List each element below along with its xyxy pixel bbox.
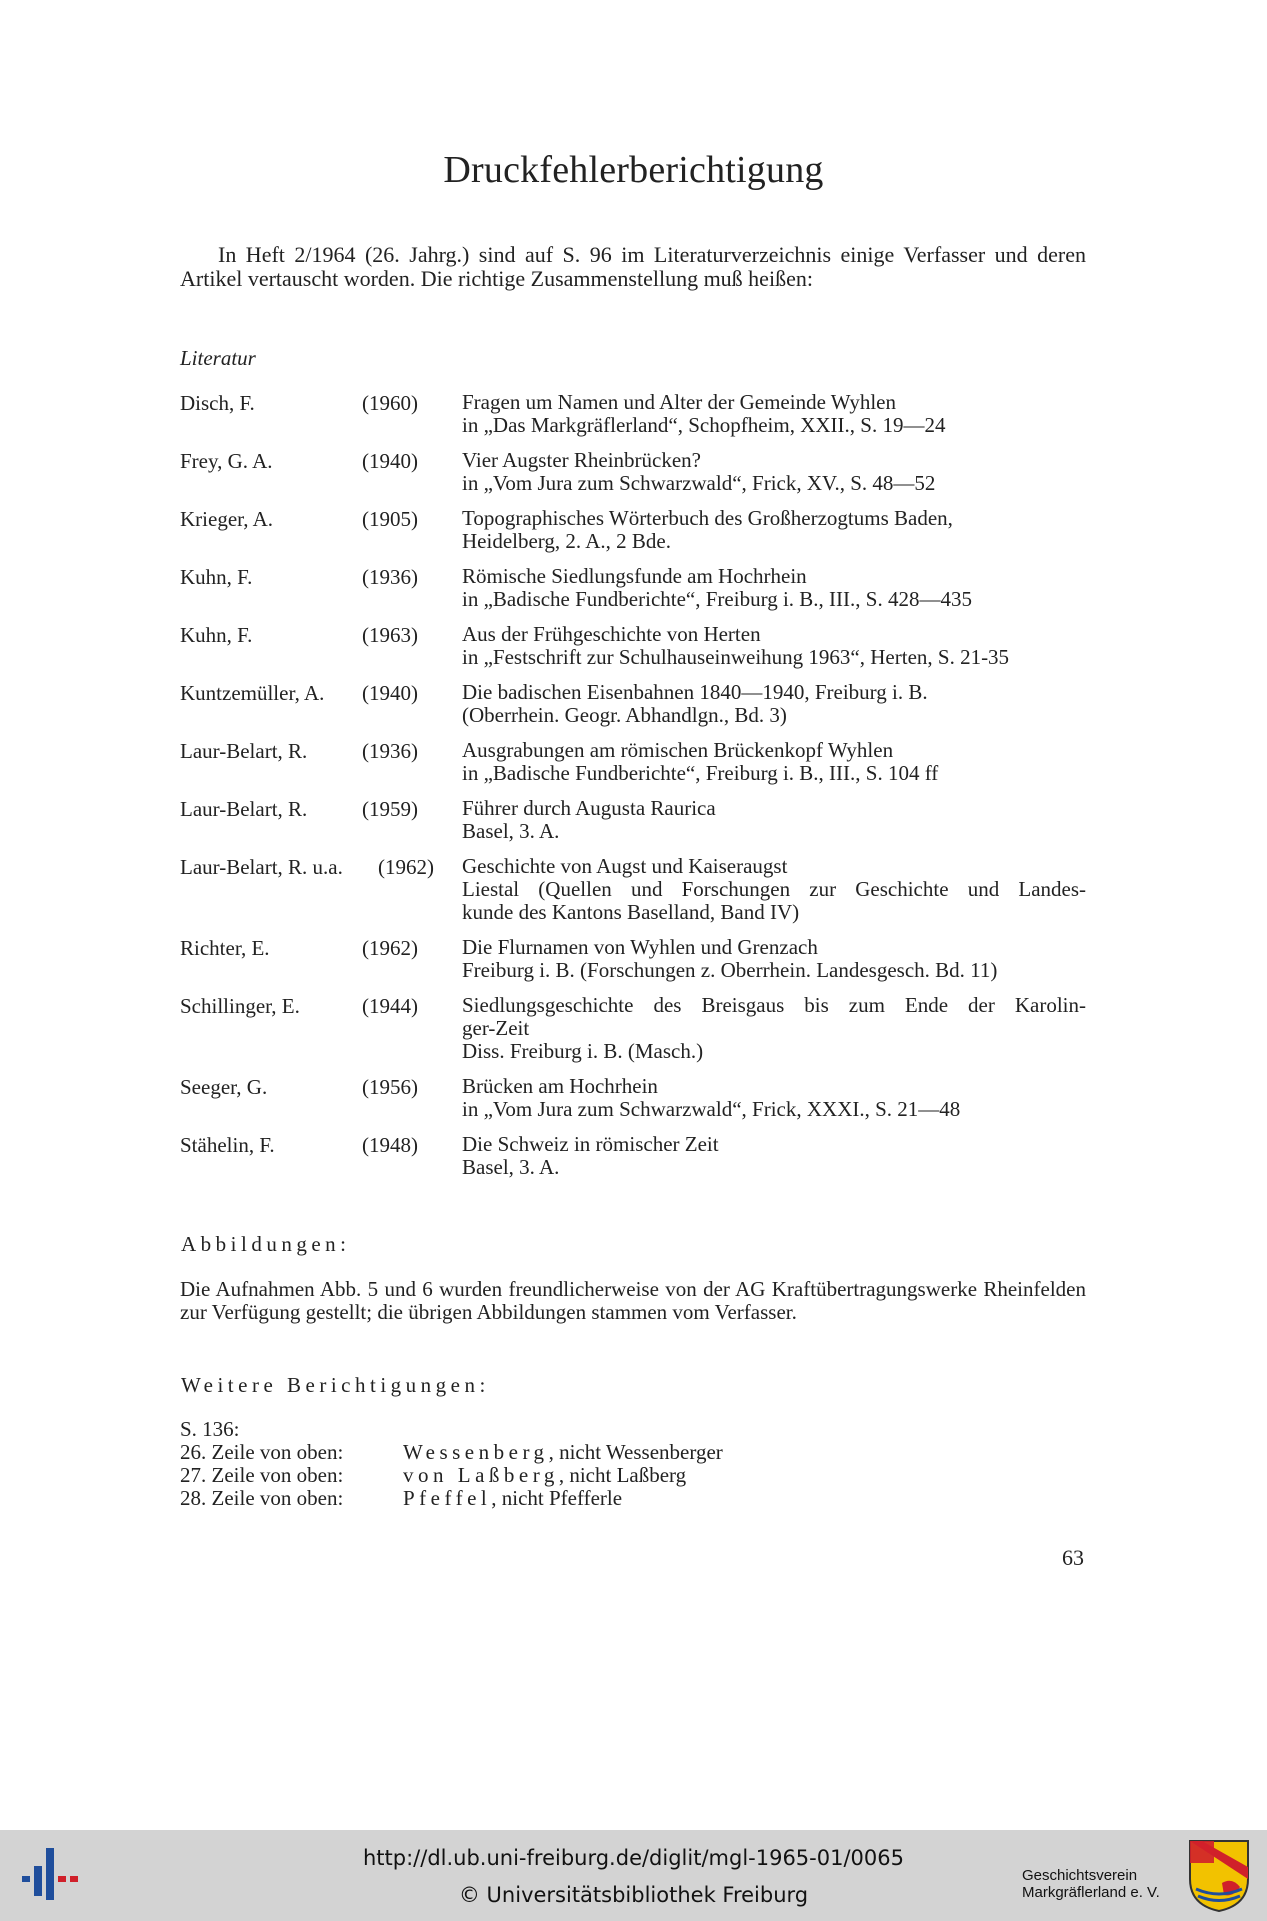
footer-bar	[0, 1830, 1267, 1921]
reference-line: (Oberrhein. Geogr. Abhandlgn., Bd. 3)	[462, 703, 787, 727]
reference-line: Basel, 3. A.	[462, 1155, 560, 1179]
reference-author: Schillinger, E.	[180, 994, 300, 1018]
reference-text	[462, 1133, 1086, 1179]
reference-list	[180, 391, 1090, 1191]
reference-year: (1959)	[362, 797, 418, 821]
reference-year: (1936)	[362, 739, 418, 763]
reference-entry	[180, 623, 1090, 681]
correction-wrong-name: , nicht Wessenberger	[548, 1440, 723, 1464]
reference-entry	[180, 1075, 1090, 1133]
reference-year: (1962)	[378, 855, 434, 879]
abbildungen-text: Die Aufnahmen Abb. 5 und 6 wurden freundlicherweise von der AG Kraftübertragungswerke Rheinfelden zur Verfügung gestellt; die übrigen Abbildungen stammen vom Verfasser.	[180, 1277, 1086, 1324]
reference-entry	[180, 681, 1090, 739]
reference-author: Frey, G. A.	[180, 449, 273, 473]
reference-author: Richter, E.	[180, 936, 270, 960]
reference-author: Krieger, A.	[180, 507, 274, 531]
page-title: Druckfehlerberichtigung	[443, 149, 824, 191]
reference-year: (1960)	[362, 391, 418, 415]
reference-line: Vier Augster Rheinbrücken?	[462, 448, 701, 472]
reference-entry	[180, 507, 1090, 565]
intro-paragraph: In Heft 2/1964 (26. Jahrg.) sind auf S. 96 im Literaturverzeichnis einige Verfasser und deren Artikel vertauscht worden. Die richtige Zusammenstellung muß heißen:	[180, 242, 1086, 291]
reference-line: Führer durch Augusta Raurica	[462, 796, 716, 820]
reference-author: Disch, F.	[180, 391, 255, 415]
reference-text	[462, 565, 1086, 611]
reference-line: Basel, 3. A.	[462, 819, 560, 843]
correction-correct-name: Wessenberg	[403, 1440, 549, 1464]
correction-line-ref: 28. Zeile von oben:	[180, 1486, 344, 1510]
reference-year: (1905)	[362, 507, 418, 531]
org-line-2: Markgräflerland e. V.	[1022, 1884, 1160, 1901]
reference-text	[462, 739, 1086, 785]
reference-year: (1962)	[362, 936, 418, 960]
reference-year: (1944)	[362, 994, 418, 1018]
reference-text	[462, 623, 1086, 669]
reference-line: Freiburg i. B. (Forschungen z. Oberrhein. Landesgesch. Bd. 11)	[462, 958, 998, 982]
reference-line: Römische Siedlungsfunde am Hochrhein	[462, 564, 807, 588]
correction-text	[403, 1441, 723, 1464]
reference-author: Kuhn, F.	[180, 623, 253, 647]
reference-line: Fragen um Namen und Alter der Gemeinde Wyhlen	[462, 390, 896, 414]
reference-line: Geschichte von Augst und Kaiseraugst	[462, 854, 788, 878]
footer-copyright: © Universitätsbibliothek Freiburg	[458, 1883, 809, 1907]
reference-line: kunde des Kantons Baselland, Band IV)	[462, 900, 800, 924]
correction-wrong-name: , nicht Pfefferle	[491, 1486, 623, 1510]
reference-text	[462, 681, 1086, 727]
reference-entry	[180, 855, 1090, 936]
reference-text	[462, 797, 1086, 843]
org-line-1: Geschichtsverein	[1022, 1867, 1138, 1884]
reference-text	[462, 507, 1086, 553]
reference-year: (1940)	[362, 681, 418, 705]
reference-line: in „Badische Fundberichte“, Freiburg i. B., III., S. 104 ff	[462, 761, 939, 785]
reference-text	[462, 855, 1086, 924]
reference-year: (1948)	[362, 1133, 418, 1157]
reference-text	[462, 936, 1086, 982]
reference-line: Ausgrabungen am römischen Brückenkopf Wyhlen	[462, 738, 894, 762]
reference-author: Kuhn, F.	[180, 565, 253, 589]
abbildungen-heading: Abbildungen:	[181, 1232, 351, 1256]
reference-author: Laur-Belart, R.	[180, 739, 308, 763]
footer-url[interactable]: http://dl.ub.uni-freiburg.de/diglit/mgl-1965-01/0065	[362, 1846, 904, 1870]
reference-line: Aus der Frühgeschichte von Herten	[462, 622, 761, 646]
reference-line: Heidelberg, 2. A., 2 Bde.	[462, 529, 671, 553]
reference-author: Stähelin, F.	[180, 1133, 275, 1157]
correction-wrong-name: , nicht Laßberg	[558, 1463, 687, 1487]
reference-year: (1940)	[362, 449, 418, 473]
reference-line: Diss. Freiburg i. B. (Masch.)	[462, 1039, 704, 1063]
reference-entry	[180, 936, 1090, 994]
reference-year: (1936)	[362, 565, 418, 589]
reference-text	[462, 449, 1086, 495]
reference-entry	[180, 797, 1090, 855]
reference-author: Laur-Belart, R.	[180, 797, 308, 821]
footer-organization	[1022, 1867, 1182, 1901]
reference-text	[462, 994, 1086, 1063]
reference-entry	[180, 391, 1090, 449]
document-page: Druckfehlerberichtigung In Heft 2/1964 (26. Jahrg.) sind auf S. 96 im Literaturverzeichnis einige Verfasser und deren Artikel vertauscht worden. Die richtige Zusammenstellung muß heißen: Literatur Disch, F. (1960) Fragen um Namen und Alter der Gemeinde Wyhlen in „Das Markgräflerland“, Schopfheim, XXII., S. 19—24 Frey, G. A. (1940) Vier Augster Rheinbrücken? in „Vom Jura zum Schwarzwald“, Frick, XV., S. 48—52 Krieger, A. (1905) Topographisches Wörterbuch des Großherzogtums Baden, Heidelberg, 2. A., 2 Bde. Kuhn, F. (1936) Römische Siedlungsfunde am Hochrhein in „Badische Fundberichte“, Freiburg i. B., III., S. 428—435 Kuhn, F. (1963) Aus der Frühgeschichte von Herten in „Festschrift zur Schulhauseinweihung 1963“, Herten, S. 21-35 Kuntzemüller, A. (1940) Die badischen Eisenbahnen 1840—1940, Freiburg i. B. (Oberrhein. Geogr. Abhandlgn., Bd. 3) Laur-Belart, R. (1936) Ausgrabungen am römischen Brückenkopf Wyhlen in „Badische Fundberichte“, Freiburg i. B., III., S. 104 ff Laur-Belart, R. (1959) Führer durch Augusta Raurica Basel, 3. A. Laur-Belart, R. u.a. (1962) Geschichte von Augst und Kaiseraugst Liestal (Quellen und Forschungen zur Geschichte und Landes- kunde des Kantons Baselland, Band IV) Richter, E. (1962) Die Flurnamen von Wyhlen und Grenzach Freiburg i. B. (Forschungen z. Oberrhein. Landesgesch. Bd. 11) Schillinger, E. (1944) Siedlungsgeschichte des Breisgaus bis zum Ende der Karolin- ger-Zeit Diss. Freiburg i. B. (Masch.) Seeger, G. (1956) Brücken am Hochrhein in „Vom Jura zum Schwarzwald“, Frick, XXXI., S. 21—48 Stähelin, F. (1948) Die Schweiz in römischer Zeit Basel, 3. A. Abbildungen: Die Aufnahmen Abb. 5 und 6 wurden freundlicherweise von der AG Kraftübertragungswerke Rheinfelden zur Verfügung gestellt; die übrigen Abbildungen stammen vom Verfasser. Weitere Berichtigungen: S. 136: 26. Zeile von oben: Wessenberg, nicht Wessenberger 27. Zeile von oben: von Laßberg, nicht Laßberg 28. Zeile von oben: Pfeffel, nicht Pfefferle 63	[0, 0, 1267, 1830]
reference-year: (1956)	[362, 1075, 418, 1099]
reference-entry	[180, 739, 1090, 797]
reference-entry	[180, 994, 1090, 1075]
weitere-berichtigungen-heading: Weitere Berichtigungen:	[181, 1373, 490, 1397]
reference-entry	[180, 449, 1090, 507]
coat-of-arms-icon	[1188, 1839, 1250, 1913]
reference-line: in „Das Markgräflerland“, Schopfheim, XXII., S. 19—24	[462, 413, 946, 437]
reference-text	[462, 391, 1086, 437]
reference-entry	[180, 1133, 1090, 1191]
literature-heading: Literatur	[180, 346, 256, 370]
reference-author: Kuntzemüller, A.	[180, 681, 325, 705]
correction-text	[403, 1487, 622, 1510]
reference-line: Liestal (Quellen und Forschungen zur Geschichte und Landes-	[462, 877, 1086, 901]
reference-line: Brücken am Hochrhein	[462, 1074, 658, 1098]
reference-line: Siedlungsgeschichte des Breisgaus bis zum Ende der Karolin-	[462, 993, 1086, 1017]
reference-line: Die badischen Eisenbahnen 1840—1940, Freiburg i. B.	[462, 680, 928, 704]
reference-line: Topographisches Wörterbuch des Großherzogtums Baden,	[462, 506, 953, 530]
reference-line: in „Vom Jura zum Schwarzwald“, Frick, XV., S. 48—52	[462, 471, 936, 495]
correction-line-ref: 26. Zeile von oben:	[180, 1440, 344, 1464]
correction-correct-name: Pfeffel	[403, 1486, 492, 1510]
reference-line: Die Schweiz in römischer Zeit	[462, 1132, 719, 1156]
reference-text	[462, 1075, 1086, 1121]
correction-correct-name: von Laßberg	[403, 1463, 559, 1487]
reference-line: in „Badische Fundberichte“, Freiburg i. B., III., S. 428—435	[462, 587, 972, 611]
correction-line-ref: 27. Zeile von oben:	[180, 1463, 344, 1487]
reference-line: Die Flurnamen von Wyhlen und Grenzach	[462, 935, 818, 959]
reference-line: in „Vom Jura zum Schwarzwald“, Frick, XXXI., S. 21—48	[462, 1097, 961, 1121]
correction-text	[403, 1464, 686, 1487]
reference-year: (1963)	[362, 623, 418, 647]
reference-entry	[180, 565, 1090, 623]
reference-line: ger-Zeit	[462, 1016, 530, 1040]
reference-line: in „Festschrift zur Schulhauseinweihung 1963“, Herten, S. 21-35	[462, 645, 1010, 669]
reference-author: Laur-Belart, R. u.a.	[180, 855, 343, 879]
page-number: 63	[1062, 1545, 1084, 1570]
reference-author: Seeger, G.	[180, 1075, 268, 1099]
